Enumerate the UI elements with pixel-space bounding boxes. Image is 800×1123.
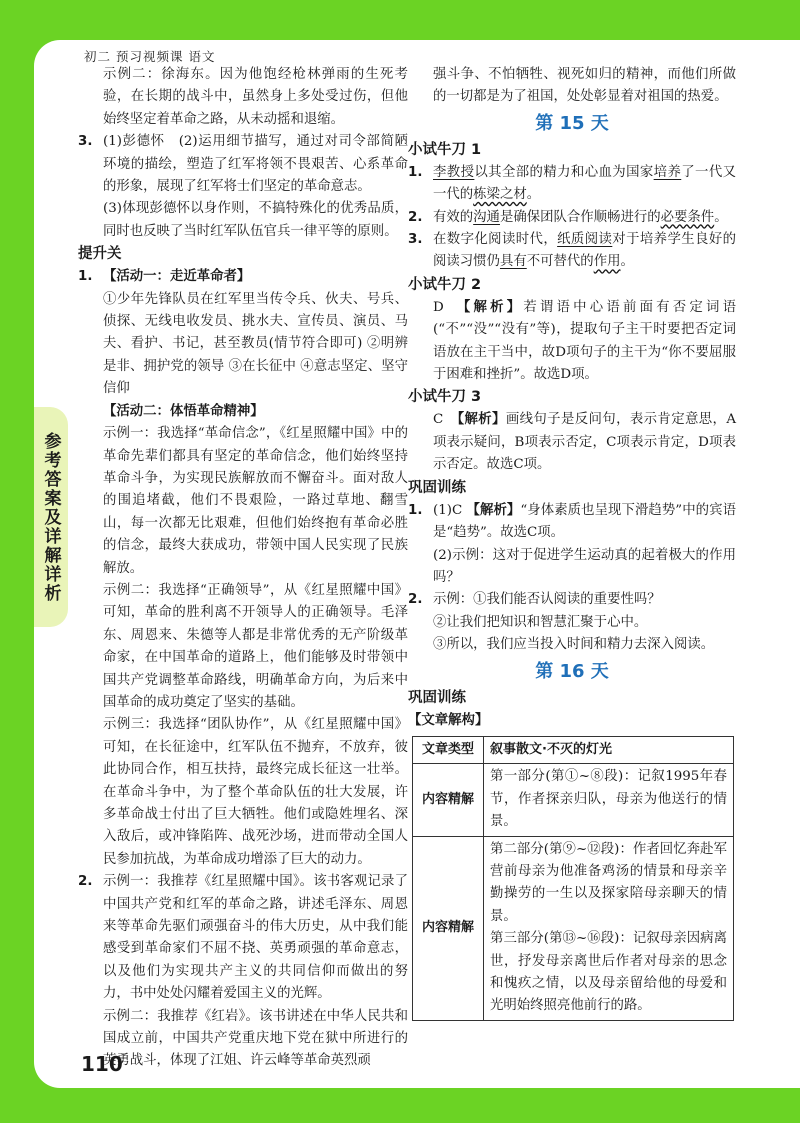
answer-3-part-b: (3)体现彭德怀以身作则，不搞特殊化的优秀品质，同时也反映了当时红军队伍官兵一律平等的原则。 — [103, 201, 408, 239]
activity-1-title: 【活动一：走近革命者】 — [103, 269, 251, 285]
answer-3-number: 3. — [78, 134, 93, 150]
gonggu-item-2-line-2: ②让我们把知识和智慧汇聚于心中。 — [433, 614, 648, 630]
answer-3-part-a: (1)彭德怀 (2)运用细节描写，通过对司令部简陋环境的描绘，塑造了红军将领不畏艰苦、心系革命的形象，展现了红军将士们坚定的革命意志。 — [103, 134, 408, 195]
wavy-object: 必要条件 — [660, 209, 715, 225]
gonggu-heading-2: 巩固训练 — [408, 689, 466, 706]
article-structure-table — [412, 736, 734, 1021]
item-2-number: 2. — [408, 209, 423, 225]
right-column — [408, 64, 736, 1021]
gonggu-item-2-line-1: 示例：①我们能否认阅读的重要性吗？ — [433, 592, 661, 608]
gonggu-item-1 — [408, 500, 736, 590]
running-header: 初二 预习视频课 语文 — [84, 49, 216, 64]
answer-2 — [78, 871, 408, 1073]
table-cell-content: 第一部分(第①~⑧段)：记叙1995年春节，作者探亲归队，母亲为他送行的情景。 — [484, 764, 734, 836]
gonggu-item-1-part-b: (2)示例：这对于促进学生运动真的起着极大的作用吗？ — [433, 547, 736, 585]
item-3-sentence: 在数字化阅读时代，纸质阅读对于培养学生良好的阅读习惯仍具有不可替代的作用。 — [433, 232, 737, 270]
gonggu-item-2 — [408, 589, 736, 656]
day-15-title: 第 15 天 — [535, 112, 609, 134]
side-tab-label: 参考答案及详解详析 — [40, 431, 61, 603]
underlined-subject: 沟通 — [473, 209, 500, 225]
activity-2-example-1: 示例一：我选择“革命信念”，《红星照耀中国》中的革命先辈们都具有坚定的革命信念，他们始终坚持革命斗争，为实现民族解放而不懈奋斗。面对敌人的围追堵截，他们不畏艰险，一路过草地、翻雪山，每一次都无比艰难，但他们始终抱有革命必胜的信念，最终大获成功，带领中国人民实现了民族解放。 — [103, 426, 408, 576]
analysis-tag: 【解析】 — [466, 502, 521, 518]
activity-1-text: ①少年先锋队员在红军里当传令兵、伙夫、号兵、侦探、无线电收发员、挑水夫、宣传员、演员、马夫、看护、书记，甚至教员(情节符合即可) ②明辨是非、拥护党的领导 ③在长征中 ④意志坚定、坚守信仰 — [103, 291, 408, 397]
answer-1-number: 1. — [78, 269, 93, 285]
wavy-object: 作用 — [593, 254, 621, 270]
answer-2-example-1: 示例一：我推荐《红星照耀中国》。该书客观记录了中国共产党和红军的革命之路，讲述毛泽东、周恩来等革命先驱们顽强奋斗的伟大历史，从中我们能感受到革命家们不屈不挠、英勇顽强的革命意志，以及他们为实现共产主义的共同信仰而做出的努力，书中处处闪耀着爱国主义的光辉。 — [103, 874, 408, 1002]
xiaoshi-3-answer: C 【解析】画线句子是反问句，表示肯定意思，A项表示疑问，B项表示否定，C项表示肯定，D项表示否定。故选C项。 — [433, 412, 736, 473]
gonggu-item-1-number: 1. — [408, 502, 423, 518]
table-row — [413, 836, 734, 1020]
wavy-object: 栋梁之材 — [473, 187, 527, 203]
gonggu-heading: 巩固训练 — [408, 479, 466, 496]
gonggu-item-2-line-3: ③所以，我们应当投入时间和精力去深入阅读。 — [433, 637, 715, 653]
underlined-verb: 培养 — [653, 164, 682, 180]
analysis-tag: 【解析】 — [463, 299, 524, 315]
underlined-subject: 纸质阅读 — [557, 232, 613, 248]
section-heading-tisheng: 提升关 — [78, 246, 122, 263]
item-2-sentence: 有效的沟通是确保团队合作顺畅进行的必要条件。 — [433, 209, 728, 225]
paragraph-continuation: 强斗争、不怕牺牲、视死如归的精神，而他们所做的一切都是为了祖国，处处彰显着对祖国的热爱。 — [433, 67, 736, 105]
xiaoshi-2-answer: D 【解析】若谓语中心语前面有否定词语(“不”“没”“没有”等)，提取句子主干时要把否定词语放在主干当中，故D项句子的主干为“你不要屈服于困难和挫折”。故选D项。 — [433, 299, 736, 383]
table-row — [413, 736, 734, 763]
table-cell-label: 文章类型 — [413, 736, 484, 763]
article-structure-label: 【文章解构】 — [408, 712, 489, 728]
table-cell-content — [484, 836, 734, 1020]
side-tab — [34, 407, 68, 627]
underlined-subject: 李教授 — [433, 164, 475, 180]
activity-2-example-2: 示例二：我选择“正确领导”，从《红星照耀中国》可知，革命的胜利离不开领导人的正确领导。毛泽东、周恩来、朱德等人都是非常优秀的无产阶级革命家，在中国革命的道路上，他们能够及时带领中国共产党调整革命路线，明确革命方向，为后来中国革命的成功奠定了坚实的基础。 — [103, 582, 408, 710]
xiaoshi-1-heading: 小试牛刀 1 — [408, 141, 482, 158]
activity-2-title: 【活动二：体悟革命精神】 — [103, 403, 264, 419]
xiaoshi-1-item-1 — [408, 162, 736, 207]
table-part-3: 第三部分(第⑬~⑯段)：记叙母亲因病离世，抒发母亲离世后作者对母亲的思念和愧疚之情，以及母亲留给他的母爱和光明始终照亮他前行的路。 — [490, 931, 727, 1014]
table-cell-label: 内容精解 — [413, 836, 484, 1020]
activity-2-example-3: 示例三：我选择“团队协作”，从《红星照耀中国》可知，在长征途中，红军队伍不抛弃，不放弃，彼此协同合作，相互扶持，最终完成长征这一壮举。在革命斗争中，为了整个革命队伍的壮大发展，许多革命战士付出了巨大牺牲。他们或隐姓埋名、深入敌后，或冲锋陷阵、战死沙场，进而带动全国人民参加抗战，为革命成功增添了巨大的动力。 — [103, 717, 408, 867]
answer-1 — [78, 266, 408, 871]
table-cell-label: 内容精解 — [413, 764, 484, 836]
analysis-tag: 【解析】 — [457, 412, 506, 428]
item-1-number: 1. — [408, 164, 423, 180]
paragraph-example-xuhaidong: 示例二：徐海东。因为他饱经枪林弹雨的生死考验，在长期的战斗中，虽然身上多处受过伤，但他始终坚定着革命之路，从未动摇和退缩。 — [103, 67, 408, 127]
gonggu-item-2-number: 2. — [408, 592, 423, 608]
left-column — [78, 64, 408, 1073]
table-part-2: 第二部分(第⑨~⑫段)：作者回忆奔赴军营前母亲为他准备鸡汤的情景和母亲辛勤操劳的一生以及探家陪母亲聊天的情景。 — [490, 841, 727, 924]
xiaoshi-1-item-2 — [408, 207, 736, 229]
day-16-title: 第 16 天 — [535, 660, 609, 682]
item-1-sentence: 李教授以其全部的精力和心血为国家培养了一代又一代的栋梁之材。 — [433, 164, 737, 203]
underlined-verb: 具有 — [499, 254, 527, 270]
xiaoshi-1-item-3 — [408, 229, 736, 274]
answer-2-number: 2. — [78, 874, 93, 890]
gonggu-item-1-part-a: (1)C 【解析】“身体素质也呈现下滑趋势”中的宾语是“趋势”。故选C项。 — [433, 502, 736, 541]
answer-3 — [78, 131, 408, 243]
page — [34, 40, 800, 1088]
item-3-number: 3. — [408, 232, 423, 248]
table-row — [413, 764, 734, 836]
table-cell-value: 叙事散文·不灭的灯光 — [484, 736, 734, 763]
page-number: 110 — [81, 1052, 123, 1076]
answer-2-example-2: 示例二：我推荐《红岩》。该书讲述在中华人民共和国成立前，中国共产党重庆地下党在狱中所进行的英勇战斗，体现了江姐、许云峰等革命英烈顽 — [103, 1008, 408, 1069]
xiaoshi-3-heading: 小试牛刀 3 — [408, 389, 482, 406]
xiaoshi-2-heading: 小试牛刀 2 — [408, 276, 482, 293]
